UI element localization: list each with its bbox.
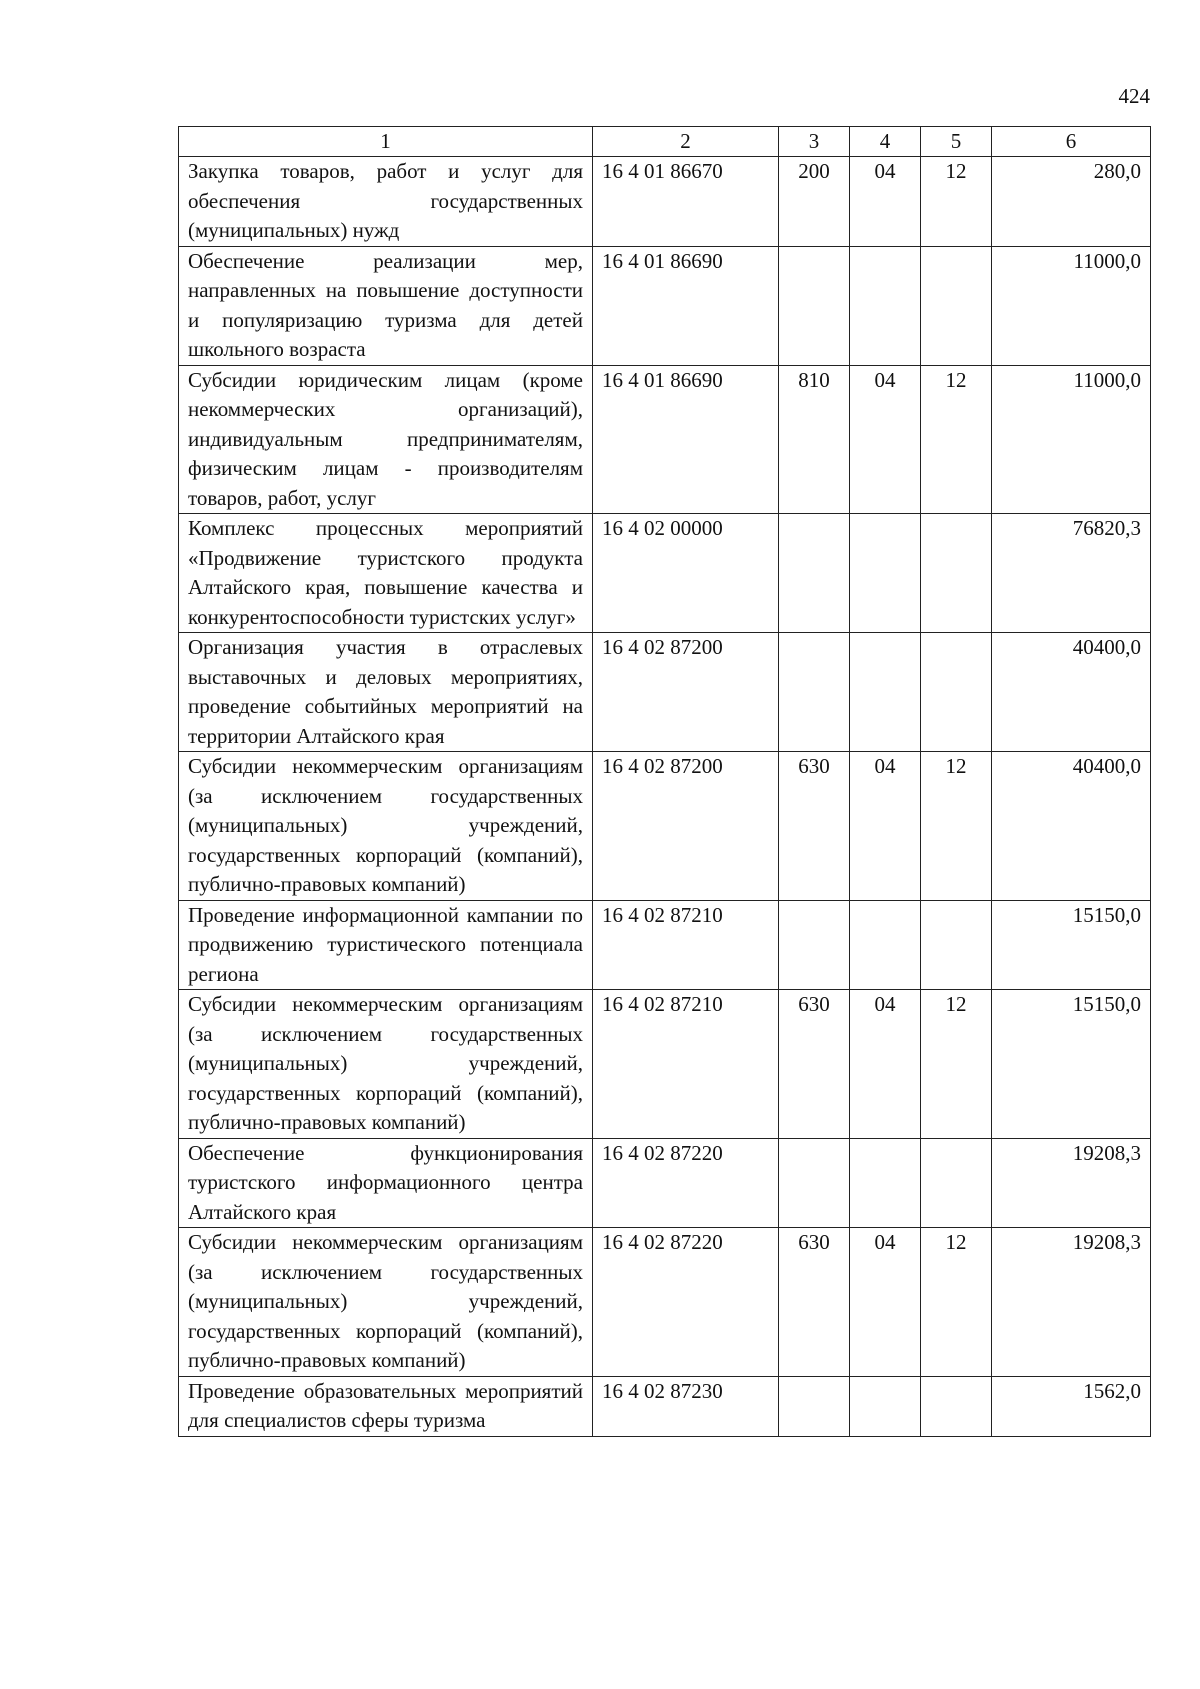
item-code: 16 4 02 87210 xyxy=(593,900,779,990)
item-col3: 630 xyxy=(779,990,850,1139)
item-col4 xyxy=(850,1138,921,1228)
column-header: 3 xyxy=(779,127,850,157)
item-col3 xyxy=(779,633,850,752)
item-col4 xyxy=(850,633,921,752)
item-col4: 04 xyxy=(850,365,921,514)
table-row xyxy=(179,1228,1151,1377)
item-col4 xyxy=(850,1376,921,1436)
item-col5: 12 xyxy=(921,365,992,514)
column-header: 1 xyxy=(179,127,593,157)
item-amount: 1562,0 xyxy=(992,1376,1151,1436)
item-name: Проведение образовательных мероприятий для специалистов сферы туризма xyxy=(179,1376,593,1436)
table-row xyxy=(179,1138,1151,1228)
table-row xyxy=(179,514,1151,633)
item-name: Проведение информационной кампании по продвижению туристического потенциала региона xyxy=(179,900,593,990)
item-code: 16 4 01 86690 xyxy=(593,246,779,365)
item-name: Субсидии юридическим лицам (кроме некоммерческих организаций), индивидуальным предпринимателям, физическим лицам - производителям товаров, работ, услуг xyxy=(179,365,593,514)
column-header: 5 xyxy=(921,127,992,157)
item-amount: 40400,0 xyxy=(992,633,1151,752)
item-col3 xyxy=(779,1138,850,1228)
item-col4 xyxy=(850,900,921,990)
item-col3: 630 xyxy=(779,1228,850,1377)
table-row xyxy=(179,990,1151,1139)
item-col5 xyxy=(921,900,992,990)
item-code: 16 4 01 86690 xyxy=(593,365,779,514)
item-col5: 12 xyxy=(921,1228,992,1377)
table-row xyxy=(179,365,1151,514)
budget-table xyxy=(178,126,1151,1437)
item-amount: 76820,3 xyxy=(992,514,1151,633)
item-col4: 04 xyxy=(850,990,921,1139)
item-amount: 19208,3 xyxy=(992,1138,1151,1228)
item-col4: 04 xyxy=(850,1228,921,1377)
page-number: 424 xyxy=(1118,84,1150,108)
item-col3 xyxy=(779,900,850,990)
item-name: Субсидии некоммерческим организациям (за исключением государственных (муниципальных) учреждений, государственных корпораций (компаний), публично-правовых компаний) xyxy=(179,752,593,901)
item-name: Субсидии некоммерческим организациям (за исключением государственных (муниципальных) учреждений, государственных корпораций (компаний), публично-правовых компаний) xyxy=(179,990,593,1139)
table-row xyxy=(179,1376,1151,1436)
item-col5 xyxy=(921,514,992,633)
column-header: 4 xyxy=(850,127,921,157)
item-name: Организация участия в отраслевых выставочных и деловых мероприятиях, проведение событийных мероприятий на территории Алтайского края xyxy=(179,633,593,752)
table-row xyxy=(179,633,1151,752)
item-col4 xyxy=(850,514,921,633)
item-amount: 19208,3 xyxy=(992,1228,1151,1377)
item-col3 xyxy=(779,1376,850,1436)
item-name: Обеспечение реализации мер, направленных на повышение доступности и популяризацию туризма для детей школьного возраста xyxy=(179,246,593,365)
item-name: Комплекс процессных мероприятий «Продвижение туристского продукта Алтайского края, повышение качества и конкурентоспособности туристских услуг» xyxy=(179,514,593,633)
item-amount: 11000,0 xyxy=(992,365,1151,514)
item-col5 xyxy=(921,633,992,752)
item-amount: 40400,0 xyxy=(992,752,1151,901)
item-col5: 12 xyxy=(921,157,992,247)
item-amount: 280,0 xyxy=(992,157,1151,247)
item-col3: 630 xyxy=(779,752,850,901)
column-header: 6 xyxy=(992,127,1151,157)
item-col3 xyxy=(779,514,850,633)
header-row xyxy=(179,127,1151,157)
item-col4 xyxy=(850,246,921,365)
table-row xyxy=(179,157,1151,247)
item-col3 xyxy=(779,246,850,365)
item-name: Субсидии некоммерческим организациям (за исключением государственных (муниципальных) учреждений, государственных корпораций (компаний), публично-правовых компаний) xyxy=(179,1228,593,1377)
item-amount: 15150,0 xyxy=(992,900,1151,990)
item-col3: 810 xyxy=(779,365,850,514)
table-row xyxy=(179,752,1151,901)
table-row xyxy=(179,900,1151,990)
item-col5 xyxy=(921,1376,992,1436)
item-name: Закупка товаров, работ и услуг для обеспечения государственных (муниципальных) нужд xyxy=(179,157,593,247)
item-code: 16 4 02 87200 xyxy=(593,752,779,901)
item-col5 xyxy=(921,246,992,365)
item-amount: 11000,0 xyxy=(992,246,1151,365)
item-code: 16 4 02 87210 xyxy=(593,990,779,1139)
item-col5: 12 xyxy=(921,990,992,1139)
column-header: 2 xyxy=(593,127,779,157)
item-code: 16 4 02 00000 xyxy=(593,514,779,633)
item-code: 16 4 02 87220 xyxy=(593,1138,779,1228)
item-col5 xyxy=(921,1138,992,1228)
table-row xyxy=(179,246,1151,365)
item-col4: 04 xyxy=(850,157,921,247)
item-col4: 04 xyxy=(850,752,921,901)
item-amount: 15150,0 xyxy=(992,990,1151,1139)
item-code: 16 4 02 87230 xyxy=(593,1376,779,1436)
item-col3: 200 xyxy=(779,157,850,247)
item-name: Обеспечение функционирования туристского информационного центра Алтайского края xyxy=(179,1138,593,1228)
item-col5: 12 xyxy=(921,752,992,901)
item-code: 16 4 01 86670 xyxy=(593,157,779,247)
item-code: 16 4 02 87200 xyxy=(593,633,779,752)
item-code: 16 4 02 87220 xyxy=(593,1228,779,1377)
